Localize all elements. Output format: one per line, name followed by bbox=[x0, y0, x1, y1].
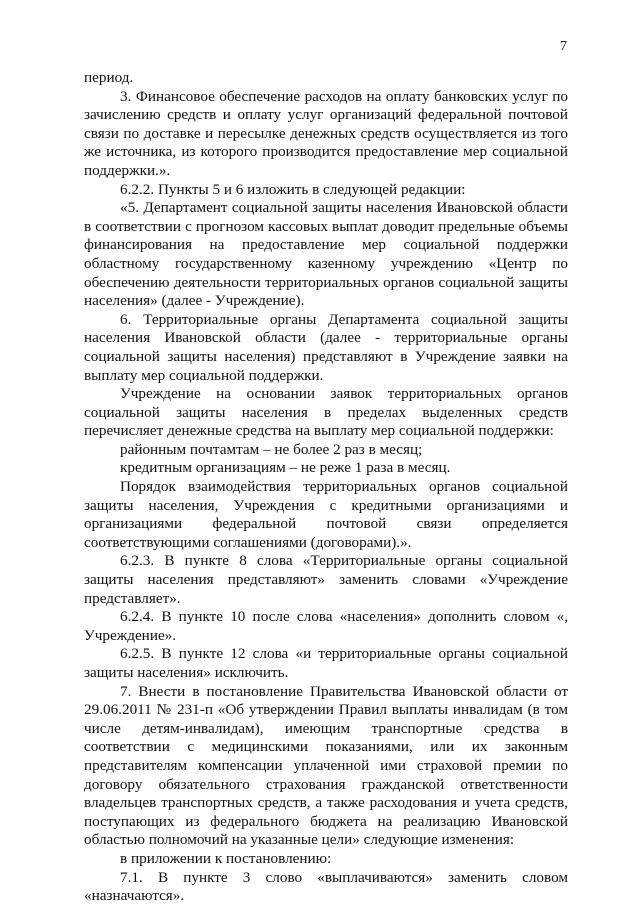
paragraph: 6.2.2. Пункты 5 и 6 изложить в следующей редакции: bbox=[120, 180, 466, 198]
paragraph: 3. Финансовое обеспечение расходов на оплату банковских услуг по зачислению средств и оплату услуг организаций федеральной почтовой связи по доставке и пересылке денежных средств осуществляется из того же источника, из которого производится предоставление мер социальной поддержки.». bbox=[84, 87, 568, 179]
paragraph: Порядок взаимодействия территориальных органов социальной защиты населения, Учреждения с кредитными организациями и организациями федеральной почтовой связи определяется соответствующими соглашениями (договорами).». bbox=[84, 478, 568, 551]
page-number: 7 bbox=[560, 39, 567, 54]
paragraph: 7.1. В пункте 3 слово «выплачиваются» заменить словом «назначаются». bbox=[84, 868, 568, 905]
paragraph: районным почтамтам – не более 2 раз в месяц; bbox=[120, 440, 423, 458]
paragraph: кредитным организациям – не реже 1 раза в месяц. bbox=[120, 459, 451, 477]
paragraph: период. bbox=[84, 69, 134, 86]
document-body bbox=[84, 69, 568, 906]
paragraph: «5. Департамент социальной защиты населения Ивановской области в соответствии с прогнозом кассовых выплат доводит предельные объемы финансирования на предоставление мер социальной поддержки областному государственному казенному учреждению «Центр по обеспечению деятельности территориальных органов социальной защиты населения» (далее - Учреждение). bbox=[84, 199, 568, 310]
paragraph: 7. Внести в постановление Правительства Ивановской области от 29.06.2011 № 231-п «Об утверждении Правил выплаты инвалидам (в том числе детям-инвалидам), имеющим транспортные средства в соответствии с медицинскими показаниями, или их законным представителям компенсации уплаченной ими страховой премии по договору обязательного страхования гражданской ответственности владельцев транспортных средств, а также расходования и учета средств, поступающих из федерального бюджета на реализацию Ивановской областью полномочий на указанные цели» следующие изменения: bbox=[84, 682, 568, 849]
paragraph: 6.2.3. В пункте 8 слова «Территориальные органы социальной защиты населения представляют» заменить словами «Учреждение представляет». bbox=[84, 552, 568, 607]
paragraph: 6.2.4. В пункте 10 после слова «населения» дополнить словом «, Учреждение». bbox=[84, 608, 568, 644]
paragraph: Учреждение на основании заявок территориальных органов социальной защиты населения в пределах выделенных средств перечисляет денежные средства на выплату мер социальной поддержки: bbox=[84, 385, 568, 440]
paragraph: 6. Территориальные органы Департамента социальной защиты населения Ивановской области (далее - территориальные органы социальной защиты населения) представляют в Учреждение заявки на выплату мер социальной поддержки. bbox=[84, 310, 568, 384]
paragraph: в приложении к постановлению: bbox=[120, 849, 332, 867]
paragraph: 6.2.5. В пункте 12 слова «и территориальные органы социальной защиты населения» исключить. bbox=[84, 645, 568, 681]
